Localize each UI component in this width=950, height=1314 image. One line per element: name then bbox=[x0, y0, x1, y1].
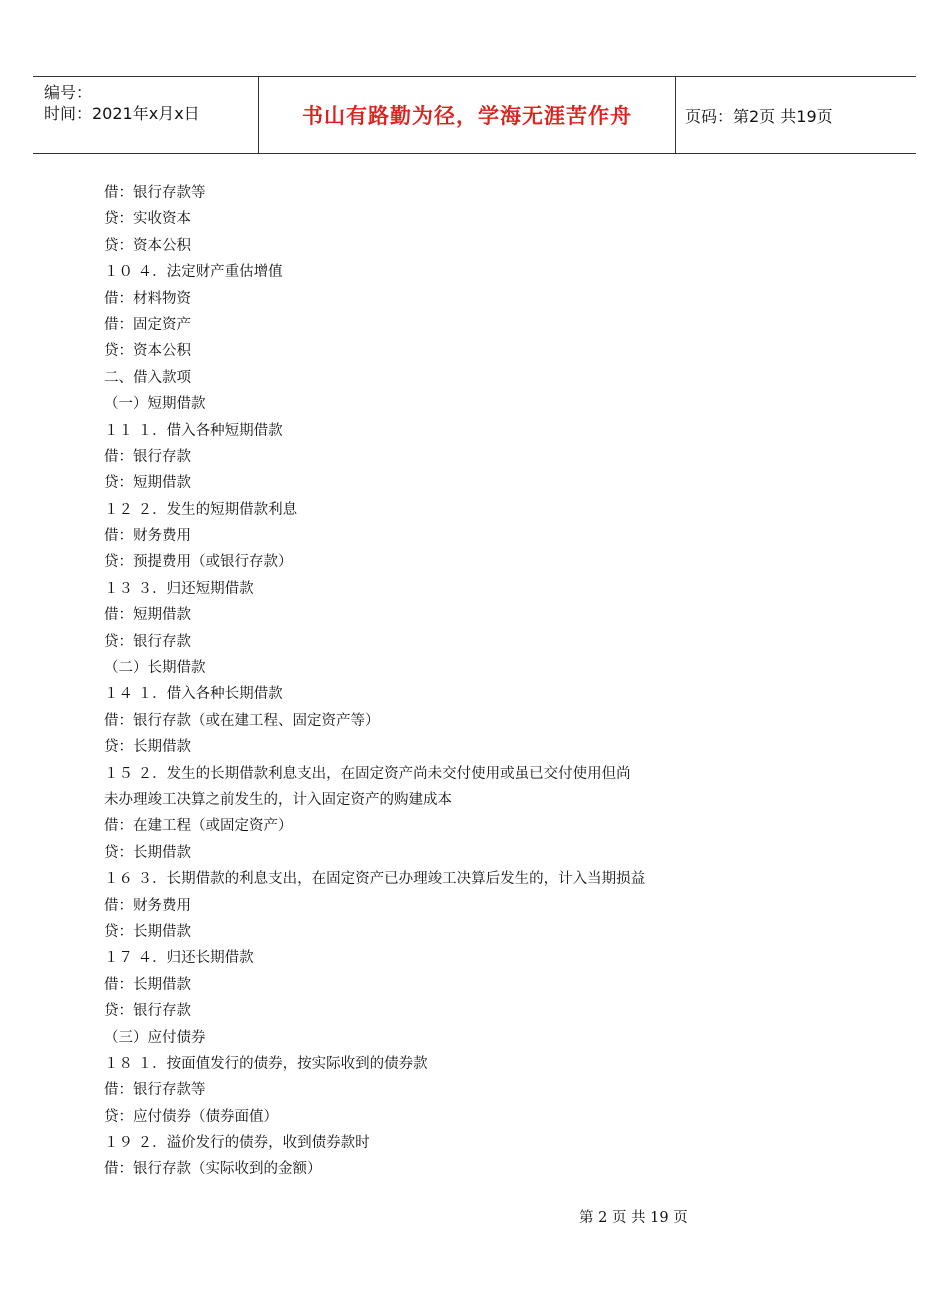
text-line: 借：短期借款 bbox=[104, 607, 191, 624]
text-line: １５ ２．发生的长期借款利息支出，在固定资产尚未交付使用或虽已交付使用但尚 bbox=[104, 765, 631, 782]
text-line: 贷：应付债券（债券面值） bbox=[104, 1108, 278, 1125]
text-line: 借：银行存款（实际收到的金额） bbox=[104, 1161, 322, 1178]
text-line: （一）短期借款 bbox=[104, 396, 206, 413]
text-line: １０ ４．法定财产重估增值 bbox=[104, 264, 283, 281]
text-line: 借：财务费用 bbox=[104, 528, 191, 545]
text-line: 借：银行存款 bbox=[104, 448, 191, 465]
document-time-label: 时间：2021年x月x日 bbox=[44, 104, 200, 123]
text-line: １４ １．借入各种长期借款 bbox=[104, 686, 283, 703]
document-number-label: 编号： bbox=[44, 83, 93, 102]
text-line: １１ １．借入各种短期借款 bbox=[104, 422, 283, 439]
text-line: 贷：短期借款 bbox=[104, 475, 191, 492]
text-line: （二）长期借款 bbox=[104, 660, 206, 677]
text-line: 贷：银行存款 bbox=[104, 1003, 191, 1020]
text-line: 贷：银行存款 bbox=[104, 633, 191, 650]
text-line: 贷：长期借款 bbox=[104, 844, 191, 861]
text-line: １３ ３．归还短期借款 bbox=[104, 580, 254, 597]
document-body bbox=[104, 180, 744, 1183]
text-line: 贷：资本公积 bbox=[104, 343, 191, 360]
text-line: 借：银行存款（或在建工程、固定资产等） bbox=[104, 712, 380, 729]
text-line: 借：银行存款等 bbox=[104, 185, 206, 201]
page-footer: 第 2 页 共 19 页 bbox=[579, 1210, 688, 1226]
header-page-cell bbox=[676, 77, 916, 153]
text-line: １８ １．按面值发行的债券，按实际收到的债券款 bbox=[104, 1055, 428, 1072]
text-line: 借：材料物资 bbox=[104, 290, 191, 307]
text-line: 贷：长期借款 bbox=[104, 739, 191, 756]
text-line: （三）应付债券 bbox=[104, 1029, 206, 1046]
header-info-cell bbox=[33, 77, 258, 153]
page-code-label: 页码：第2页 共19页 bbox=[685, 106, 833, 126]
text-line: 借：财务费用 bbox=[104, 897, 191, 914]
text-line: １２ ２．发生的短期借款利息 bbox=[104, 501, 298, 518]
text-line: 借：在建工程（或固定资产） bbox=[104, 818, 293, 835]
text-line: 贷：实收资本 bbox=[104, 211, 191, 228]
text-line: 借：银行存款等 bbox=[104, 1082, 206, 1099]
text-line: 贷：预提费用（或银行存款） bbox=[104, 554, 293, 571]
motto-text: 书山有路勤为径，学海无涯苦作舟 bbox=[302, 104, 632, 128]
text-line: １７ ４．归还长期借款 bbox=[104, 950, 254, 967]
text-line: 贷：资本公积 bbox=[104, 237, 191, 254]
text-line: １９ ２．溢价发行的债券，收到债券款时 bbox=[104, 1135, 370, 1152]
text-line: 二、借入款项 bbox=[104, 369, 191, 386]
page-header bbox=[33, 76, 916, 154]
text-line: 未办理竣工决算之前发生的，计入固定资产的购建成本 bbox=[104, 791, 452, 808]
text-line: 借：长期借款 bbox=[104, 976, 191, 993]
text-line: 贷：长期借款 bbox=[104, 923, 191, 940]
header-motto-cell bbox=[258, 77, 676, 153]
text-line: 借：固定资产 bbox=[104, 316, 191, 333]
text-line: １６ ３．长期借款的利息支出，在固定资产已办理竣工决算后发生的，计入当期损益 bbox=[104, 871, 646, 888]
